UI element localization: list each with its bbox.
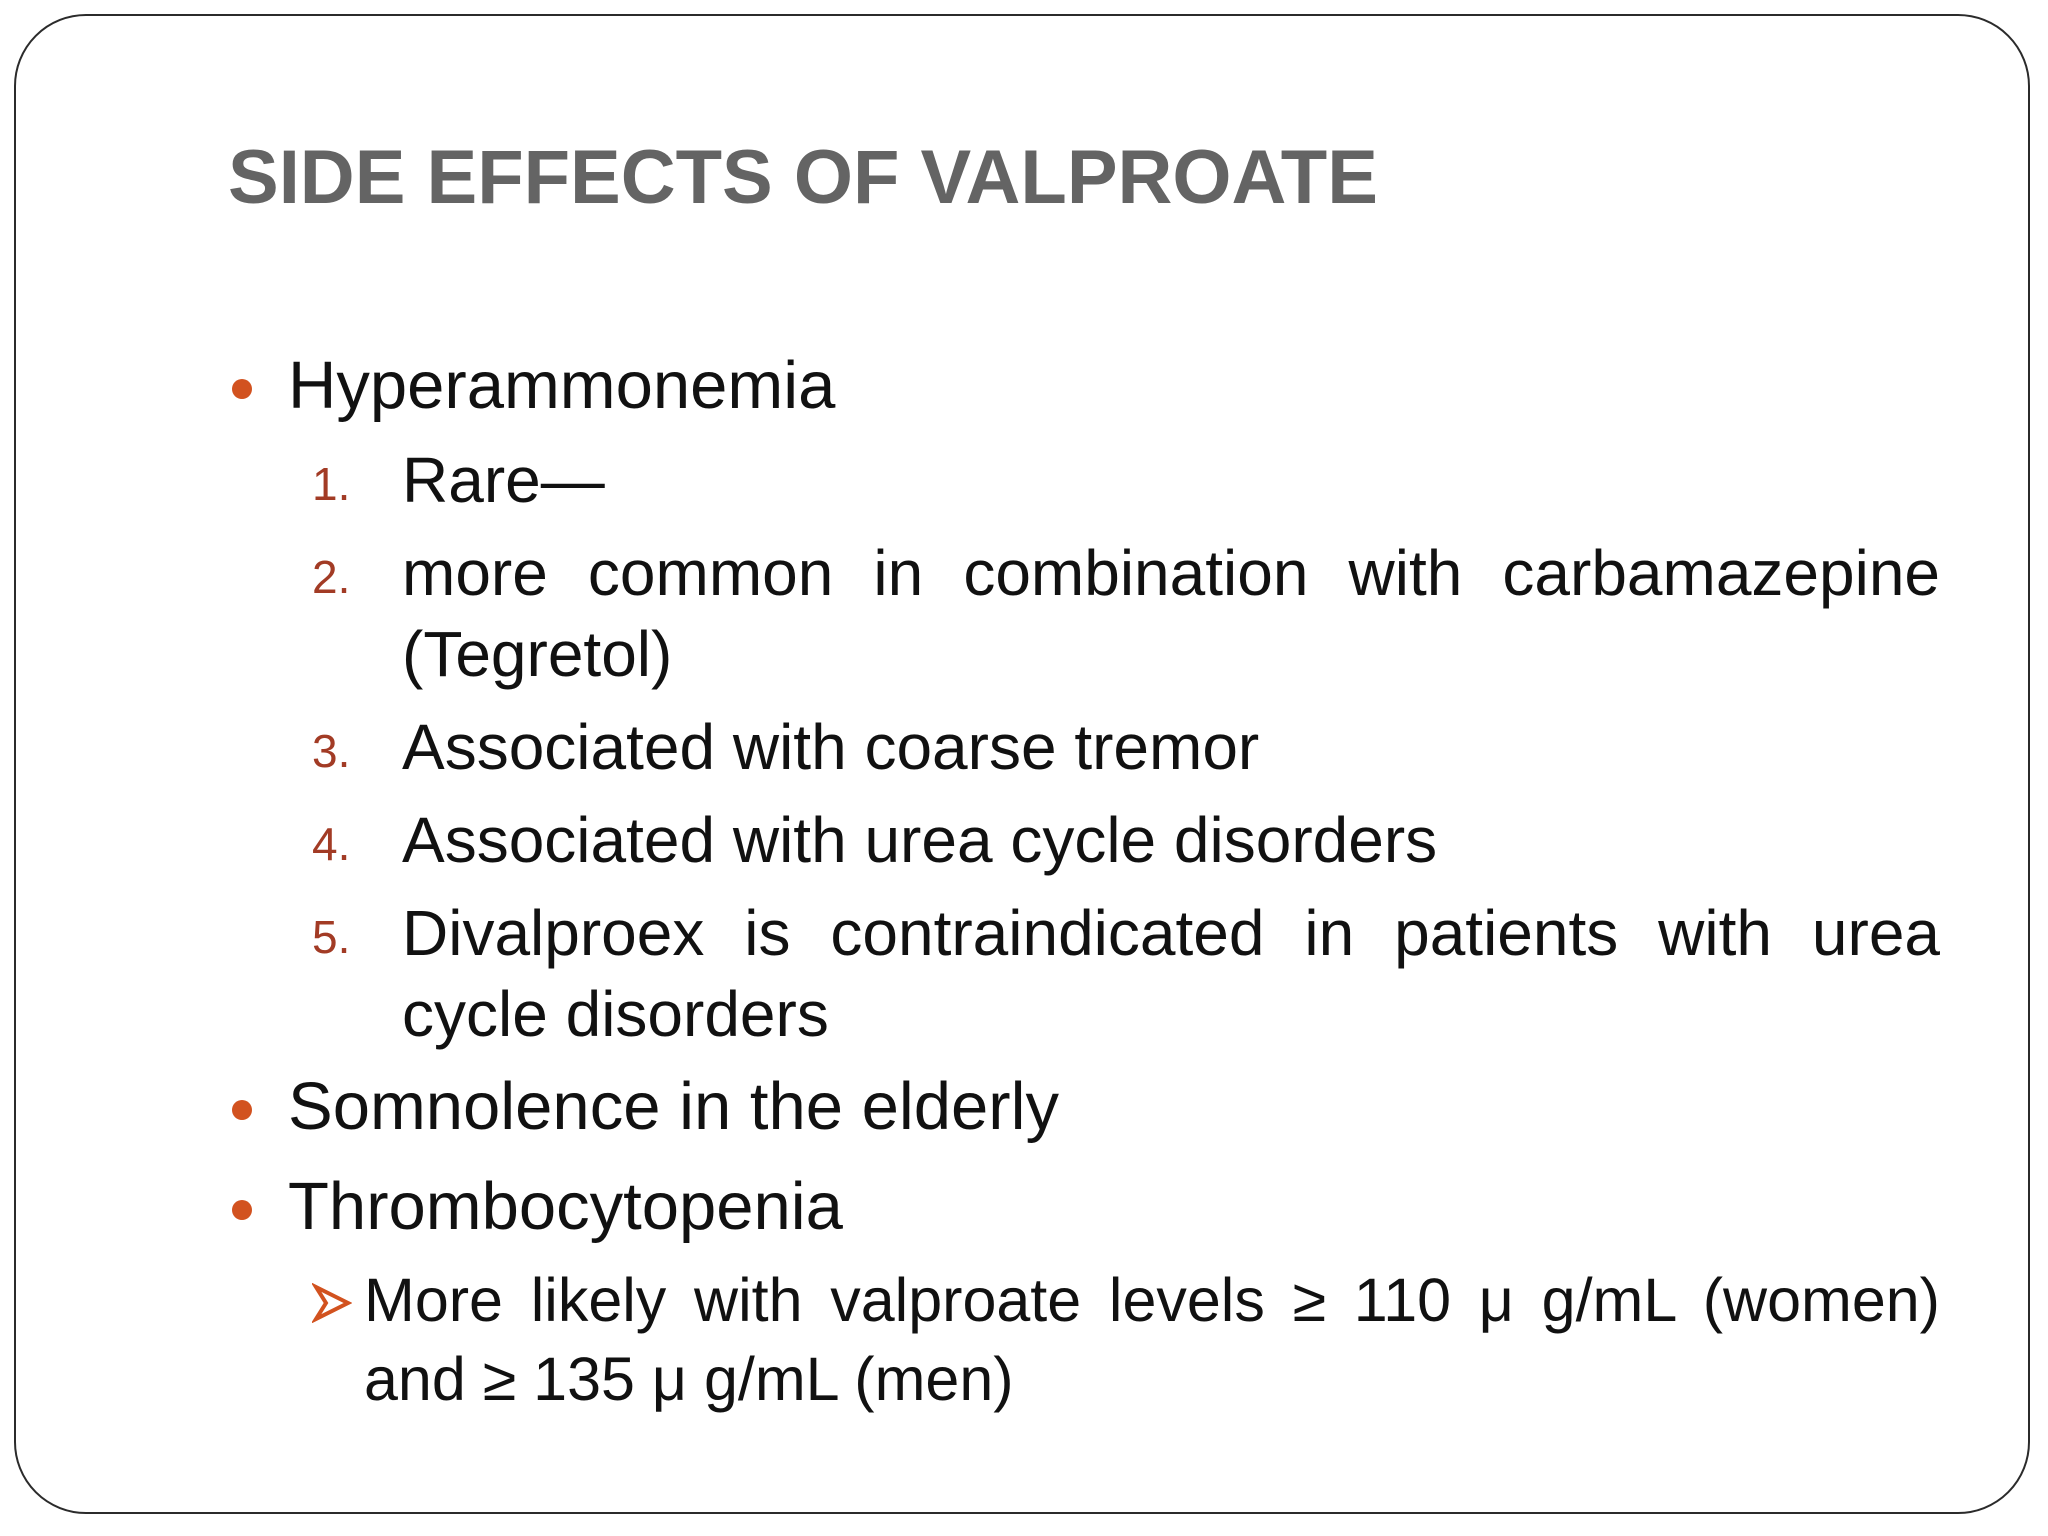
sub-bullet-text: More likely with valproate levels ≥ 110 μ g/mL (women) and ≥ 135 μ g/mL (men) xyxy=(364,1266,1940,1413)
bullet-item xyxy=(228,1067,1940,1147)
item-number: 2. xyxy=(312,551,351,603)
slide-body xyxy=(228,346,1940,1419)
slide xyxy=(14,14,2030,1514)
bullet-dot-icon xyxy=(232,1100,252,1120)
item-text: Associated with urea cycle disorders xyxy=(402,804,1438,876)
sub-bullet-item xyxy=(228,1261,1940,1419)
bullet-item xyxy=(228,1167,1940,1247)
item-text: Associated with coarse tremor xyxy=(402,711,1260,783)
arrow-bullet-icon xyxy=(312,1283,352,1323)
bullet-item xyxy=(228,346,1940,426)
numbered-item xyxy=(228,440,1940,521)
item-number: 4. xyxy=(312,818,351,870)
numbered-item xyxy=(228,707,1940,788)
item-number: 3. xyxy=(312,725,351,777)
item-text: Divalproex is contraindicated in patients with urea cycle disorders xyxy=(402,897,1940,1050)
item-text: more common in combination with carbamazepine (Tegretol) xyxy=(402,537,1940,690)
slide-title: SIDE EFFECTS OF VALPROATE xyxy=(228,135,1378,220)
bullet-dot-icon xyxy=(232,1200,252,1220)
numbered-item xyxy=(228,533,1940,695)
item-number: 1. xyxy=(312,458,351,510)
numbered-item xyxy=(228,800,1940,881)
item-number: 5. xyxy=(312,911,351,963)
bullet-dot-icon xyxy=(232,379,252,399)
bullet-text: Thrombocytopenia xyxy=(288,1169,843,1244)
bullet-text: Somnolence in the elderly xyxy=(288,1069,1059,1144)
bullet-text: Hyperammonemia xyxy=(288,348,836,423)
item-text: Rare— xyxy=(402,444,605,516)
numbered-item xyxy=(228,893,1940,1055)
numbered-list xyxy=(228,440,1940,1055)
